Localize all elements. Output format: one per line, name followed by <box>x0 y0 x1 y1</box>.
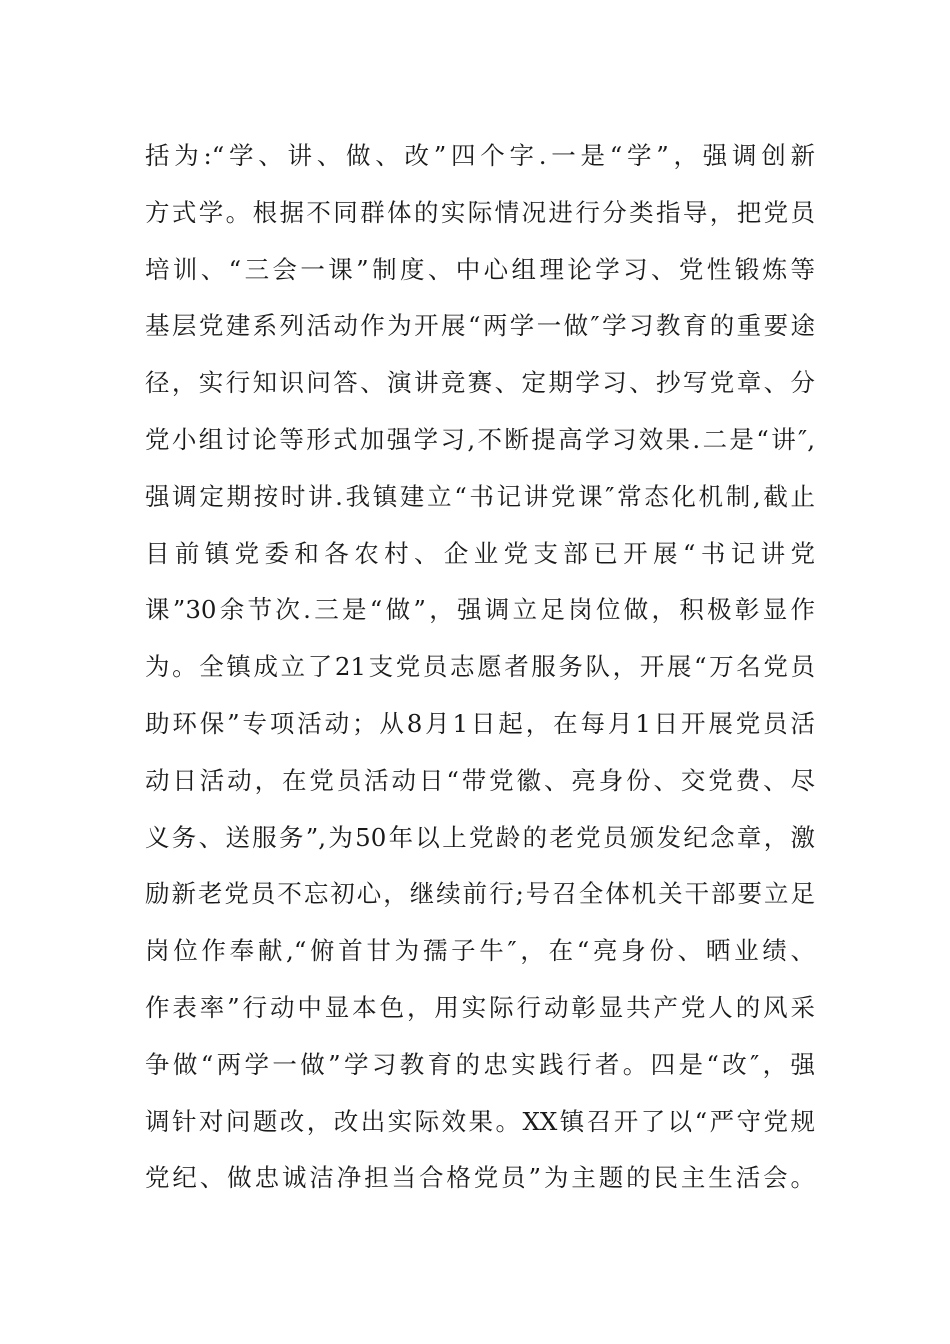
text-line-10: 为。全镇成立了21支党员志愿者服务队，开展“万名党员 <box>145 652 815 682</box>
text-line-13: 义务、送服务”,为50年以上党龄的老党员颁发纪念章，激 <box>145 822 815 852</box>
text-line-11: 助环保”专项活动；从8月1日起，在每月1日开展党员活 <box>145 708 815 738</box>
text-line-2: 方式学。根据不同群体的实际情况进行分类指导，把党员 <box>145 197 815 227</box>
text-line-19: 党纪、做忠诚洁净担当合格党员”为主题的民主生活会。 <box>145 1163 815 1193</box>
text-line-9: 课”30余节次.三是“做”，强调立足岗位做，积极彰显作 <box>145 595 815 625</box>
text-line-8: 目前镇党委和各农村、企业党支部已开展“书记讲党 <box>145 538 815 568</box>
text-line-1: 括为:“学、讲、做、改”四个字.一是“学”，强调创新 <box>145 141 815 170</box>
text-line-3: 培训、“三会一课”制度、中心组理论学习、党性锻炼等 <box>145 254 815 284</box>
text-line-16: 作表率”行动中显本色，用实际行动彰显共产党人的风采 <box>145 992 815 1022</box>
text-line-4: 基层党建系列活动作为开展“两学一做″学习教育的重要途 <box>145 311 815 341</box>
body-paragraph <box>145 128 815 1207</box>
text-line-12: 动日活动，在党员活动日“带党徽、亮身份、交党费、尽 <box>145 765 815 795</box>
text-line-15: 岗位作奉献,“俯首甘为孺子牛″，在“亮身份、晒业绩、 <box>145 936 815 966</box>
text-line-7: 强调定期按时讲.我镇建立“书记讲党课″常态化机制,截止 <box>145 481 815 511</box>
text-line-18: 调针对问题改，改出实际效果。XX镇召开了以“严守党规 <box>145 1106 815 1136</box>
text-line-17: 争做“两学一做”学习教育的忠实践行者。四是“改″，强 <box>145 1049 815 1079</box>
text-line-6: 党小组讨论等形式加强学习,不断提高学习效果.二是“讲″, <box>145 424 815 454</box>
text-line-5: 径，实行知识问答、演讲竞赛、定期学习、抄写党章、分 <box>145 368 815 398</box>
text-line-14: 励新老党员不忘初心，继续前行;号召全体机关干部要立足 <box>145 879 815 909</box>
